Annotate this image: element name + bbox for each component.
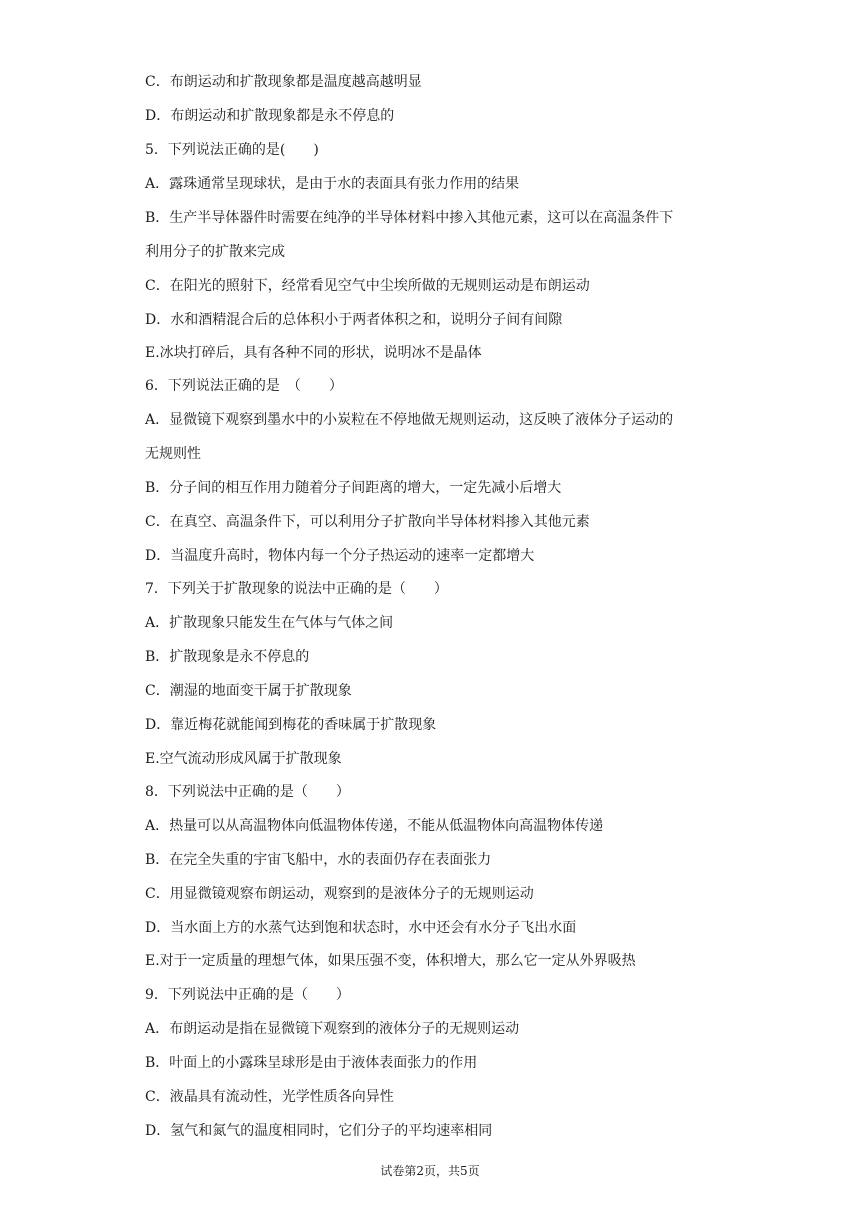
option-b-q7: B．扩散现象是永不停息的	[145, 649, 310, 665]
option-a-q7: A．扩散现象只能发生在气体与气体之间	[145, 615, 394, 631]
option-e-q8: E.对于一定质量的理想气体，如果压强不变，体积增大，那么它一定从外界吸热	[145, 953, 636, 969]
question-5-stem: 5．下列说法正确的是( )	[145, 142, 319, 158]
option-b-q9: B．叶面上的小露珠呈球形是由于液体表面张力的作用	[145, 1055, 478, 1071]
option-d-q5: D．水和酒精混合后的总体积小于两者体积之和，说明分子间有间隙	[145, 312, 563, 328]
option-a-q6-continued: 无规则性	[145, 446, 201, 462]
option-b-q6: B．分子间的相互作用力随着分子间距离的增大，一定先减小后增大	[145, 480, 562, 496]
option-c-q4: C．布朗运动和扩散现象都是温度越高越明显	[145, 74, 422, 90]
option-d-q8: D．当水面上方的水蒸气达到饱和状态时，水中还会有水分子飞出水面	[145, 920, 577, 936]
option-a-q9: A．布朗运动是指在显微镜下观察到的液体分子的无规则运动	[145, 1021, 520, 1037]
option-c-q5: C．在阳光的照射下，经常看见空气中尘埃所做的无规则运动是布朗运动	[145, 278, 590, 294]
option-c-q6: C．在真空、高温条件下，可以利用分子扩散向半导体材料掺入其他元素	[145, 514, 590, 530]
page-footer: 试卷第2页，共5页	[380, 1164, 480, 1178]
option-b-q5-continued: 利用分子的扩散来完成	[145, 244, 285, 260]
question-8-stem: 8．下列说法中正确的是（ ）	[145, 784, 350, 800]
option-c-q7: C．潮湿的地面变干属于扩散现象	[145, 683, 352, 699]
option-a-q6: A．显微镜下观察到墨水中的小炭粒在不停地做无规则运动，这反映了液体分子运动的	[145, 412, 674, 428]
option-d-q7: D．靠近梅花就能闻到梅花的香味属于扩散现象	[145, 717, 437, 733]
option-e-q5: E.冰块打碎后，具有各种不同的形状，说明冰不是晶体	[145, 345, 482, 361]
option-c-q9: C．液晶具有流动性，光学性质各向异性	[145, 1089, 394, 1105]
option-a-q8: A．热量可以从高温物体向低温物体传递，不能从低温物体向高温物体传递	[145, 818, 604, 834]
option-d-q9: D．氢气和氮气的温度相同时，它们分子的平均速率相同	[145, 1123, 493, 1139]
option-c-q8: C．用显微镜观察布朗运动，观察到的是液体分子的无规则运动	[145, 886, 534, 902]
option-a-q5: A．露珠通常呈现球状，是由于水的表面具有张力作用的结果	[145, 176, 520, 192]
question-6-stem: 6．下列说法正确的是 （ ）	[145, 378, 343, 394]
option-d-q6: D．当温度升高时，物体内每一个分子热运动的速率一定都增大	[145, 548, 535, 564]
question-7-stem: 7．下列关于扩散现象的说法中正确的是（ ）	[145, 581, 448, 597]
option-b-q8: B．在完全失重的宇宙飞船中，水的表面仍存在表面张力	[145, 852, 492, 868]
option-b-q5: B．生产半导体器件时需要在纯净的半导体材料中掺入其他元素，这可以在高温条件下	[145, 210, 674, 226]
option-e-q7: E.空气流动形成风属于扩散现象	[145, 751, 342, 767]
question-9-stem: 9．下列说法中正确的是（ ）	[145, 987, 350, 1003]
option-d-q4: D．布朗运动和扩散现象都是永不停息的	[145, 108, 395, 124]
